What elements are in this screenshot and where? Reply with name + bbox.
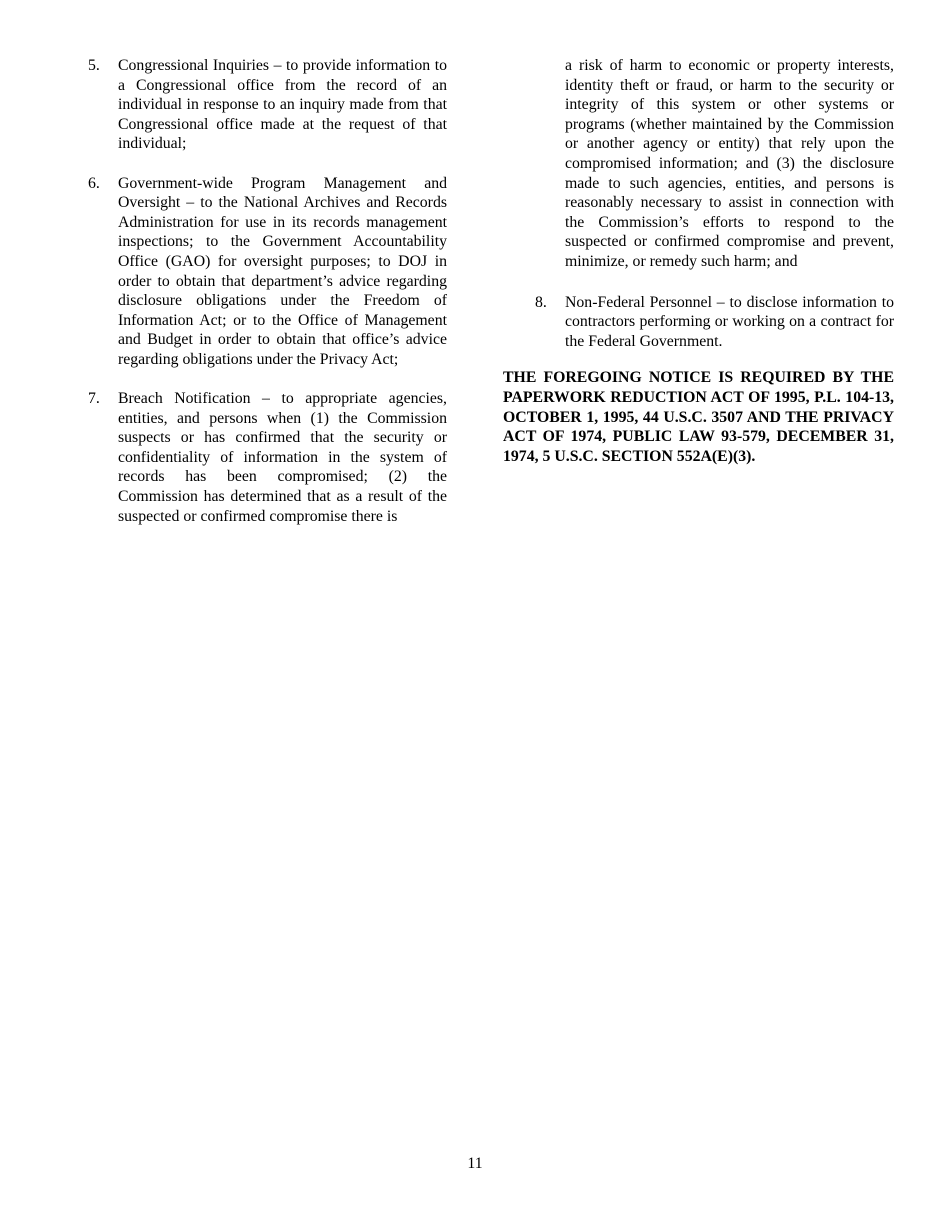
legal-notice: THE FOREGOING NOTICE IS REQUIRED BY THE PAPERWORK REDUCTION ACT OF 1995, P.L. 104-13, OCTOBER 1, 1995, 44 U.S.C. 3507 AND THE PRIVACY ACT OF 1974, PUBLIC LAW 93-579, DECEMBER 31, 1974, 5 U.S.C. SECTION 552A(E)(3). bbox=[503, 369, 894, 465]
list-item-8 bbox=[535, 293, 894, 352]
list-item-number: 6. bbox=[88, 174, 100, 192]
page-number: 11 bbox=[467, 1155, 483, 1172]
list-item-text: Non-Federal Personnel – to disclose information to contractors performing or working on a contract for the Federal Government. bbox=[565, 293, 894, 350]
list-item-text: Congressional Inquiries – to provide information to a Congressional office from the record of an individual in response to an inquiry made from that Congressional office made at the request of that individual; bbox=[118, 57, 447, 153]
right-column bbox=[503, 56, 894, 466]
list-item-number: 5. bbox=[88, 57, 100, 74]
list-item-text: Government-wide Program Management and Oversight – to the National Archives and Records Administration for use in its records management inspections; to the Government Accountability Office (GAO) for oversight purposes; to DOJ in order to obtain that department’s advice regarding disclosure obligations under the Freedom of Information Act; or to the Office of Management and Budget in order to obtain that office’s advice regarding obligations under the Privacy Act; bbox=[118, 174, 447, 368]
list-item-7 bbox=[88, 389, 447, 526]
list-item-text: Breach Notification – to appropriate agencies, entities, and persons when (1) the Commission suspects or has confirmed that the security or confidentiality of information in the system of records has been compromised; (2) the Commission has determined that as a result of the suspected or confirmed compromise there is bbox=[118, 390, 447, 525]
list-item-5 bbox=[88, 56, 447, 154]
list-item-7-continuation: a risk of harm to economic or property interests, identity theft or fraud, or harm to the security or integrity of this system or other systems or programs (whether maintained by the Commission or another agency or entity) that rely upon the compromised information; and (3) the disclosure made to such agencies, entities, and persons is reasonably necessary to assist in connection with the Commission’s efforts to respond to the suspected or confirmed compromise and prevent, minimize, or remedy such harm; and bbox=[565, 57, 894, 270]
list-item-6 bbox=[88, 174, 447, 370]
list-item-number: 8. bbox=[535, 293, 547, 311]
list-item-number: 7. bbox=[88, 390, 100, 408]
left-column bbox=[88, 56, 447, 546]
